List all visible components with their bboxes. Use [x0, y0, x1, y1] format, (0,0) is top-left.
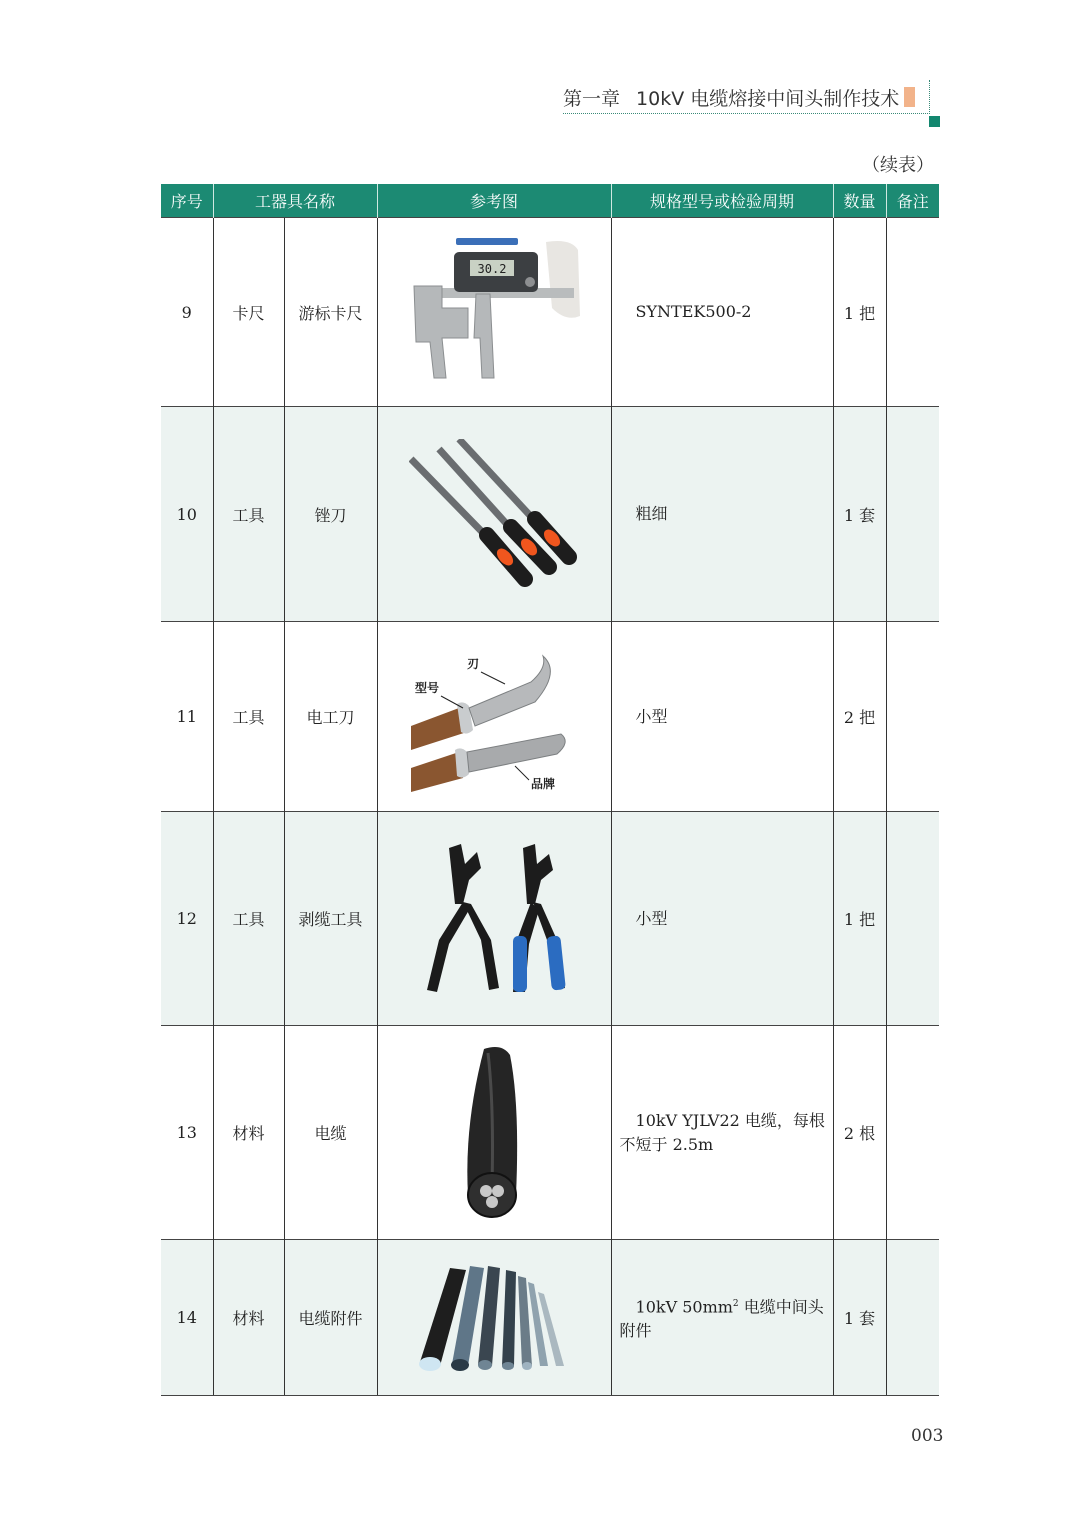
cell-note — [886, 1240, 939, 1396]
col-header-note: 备注 — [886, 184, 939, 218]
cell-note — [886, 812, 939, 1026]
brand-label: 品牌 — [531, 776, 556, 791]
cell-image — [377, 407, 611, 622]
col-header-spec: 规格型号或检验周期 — [611, 184, 833, 218]
cable-photo — [454, 1045, 534, 1221]
cell-image — [377, 812, 611, 1026]
cell-no: 13 — [161, 1026, 213, 1240]
cell-name: 电缆 — [284, 1026, 377, 1240]
cell-category: 卡尺 — [213, 218, 284, 407]
caliper-display-reading: 30.2 — [477, 262, 507, 276]
cell-image — [377, 218, 611, 407]
continued-label: （续表） — [862, 155, 934, 176]
cell-category: 工具 — [213, 622, 284, 812]
cell-category: 材料 — [213, 1240, 284, 1396]
cell-note — [886, 622, 939, 812]
chapter-title: 10kV 电缆熔接中间头制作技术 — [636, 88, 900, 110]
table-header-row — [161, 184, 939, 218]
header-dotted-rule — [563, 113, 930, 114]
cell-name: 游标卡尺 — [284, 218, 377, 407]
col-header-image: 参考图 — [377, 184, 611, 218]
cell-image — [377, 622, 611, 812]
col-header-no: 序号 — [161, 184, 213, 218]
cell-name: 电缆附件 — [284, 1240, 377, 1396]
cell-note — [886, 407, 939, 622]
cell-spec — [611, 1240, 833, 1396]
cell-note — [886, 218, 939, 407]
table-row — [161, 812, 939, 1026]
spec-superscript: 2 — [732, 1298, 739, 1309]
cell-qty: 1 套 — [833, 1240, 886, 1396]
table-row — [161, 218, 939, 407]
header-accent-bar — [904, 87, 915, 107]
cell-name: 电工刀 — [284, 622, 377, 812]
cell-name: 锉刀 — [284, 407, 377, 622]
cable-stripper-photo — [409, 844, 579, 994]
cell-no: 9 — [161, 218, 213, 407]
cell-spec: 小型 — [611, 622, 833, 812]
spec-line-1a: 10kV 50mm — [635, 1297, 733, 1317]
col-header-name: 工器具名称 — [213, 184, 377, 218]
running-header — [563, 84, 933, 114]
chapter-label: 第一章 — [563, 88, 621, 110]
cell-spec: 粗细 — [611, 407, 833, 622]
cell-qty: 1 把 — [833, 812, 886, 1026]
page-number: 003 — [911, 1426, 944, 1446]
cell-no: 14 — [161, 1240, 213, 1396]
header-vertical-dotted-rule — [929, 80, 930, 114]
electrician-knife-photo — [411, 642, 577, 792]
table-row — [161, 622, 939, 812]
cell-category: 材料 — [213, 1026, 284, 1240]
spec-line-2: 附件 — [619, 1321, 652, 1341]
cable-accessory-photo — [414, 1262, 574, 1374]
col-header-qty: 数量 — [833, 184, 886, 218]
cell-category: 工具 — [213, 407, 284, 622]
cell-category: 工具 — [213, 812, 284, 1026]
spec-line-1: 10kV YJLV22 电缆，每根 — [635, 1110, 825, 1130]
cell-spec — [611, 1026, 833, 1240]
cell-qty: 1 套 — [833, 407, 886, 622]
table-row — [161, 1026, 939, 1240]
tools-table — [161, 184, 939, 1396]
cell-no: 12 — [161, 812, 213, 1026]
cell-spec: 小型 — [611, 812, 833, 1026]
table-row — [161, 407, 939, 622]
model-label: 型号 — [415, 680, 440, 695]
caliper-photo — [406, 238, 582, 386]
cell-no: 11 — [161, 622, 213, 812]
spec-line-1b: 电缆中间头 — [738, 1297, 824, 1317]
cell-qty: 1 把 — [833, 218, 886, 407]
cell-note — [886, 1026, 939, 1240]
cell-name: 剥缆工具 — [284, 812, 377, 1026]
cell-spec: SYNTEK500-2 — [611, 218, 833, 407]
spec-line-2: 不短于 2.5m — [619, 1134, 714, 1154]
cell-image — [377, 1240, 611, 1396]
blade-label: 刃 — [467, 656, 480, 671]
cell-qty: 2 把 — [833, 622, 886, 812]
cell-no: 10 — [161, 407, 213, 622]
cell-qty: 2 根 — [833, 1026, 886, 1240]
cell-image — [377, 1026, 611, 1240]
table-row — [161, 1240, 939, 1396]
header-green-square — [929, 116, 940, 127]
file-set-photo — [409, 439, 579, 589]
